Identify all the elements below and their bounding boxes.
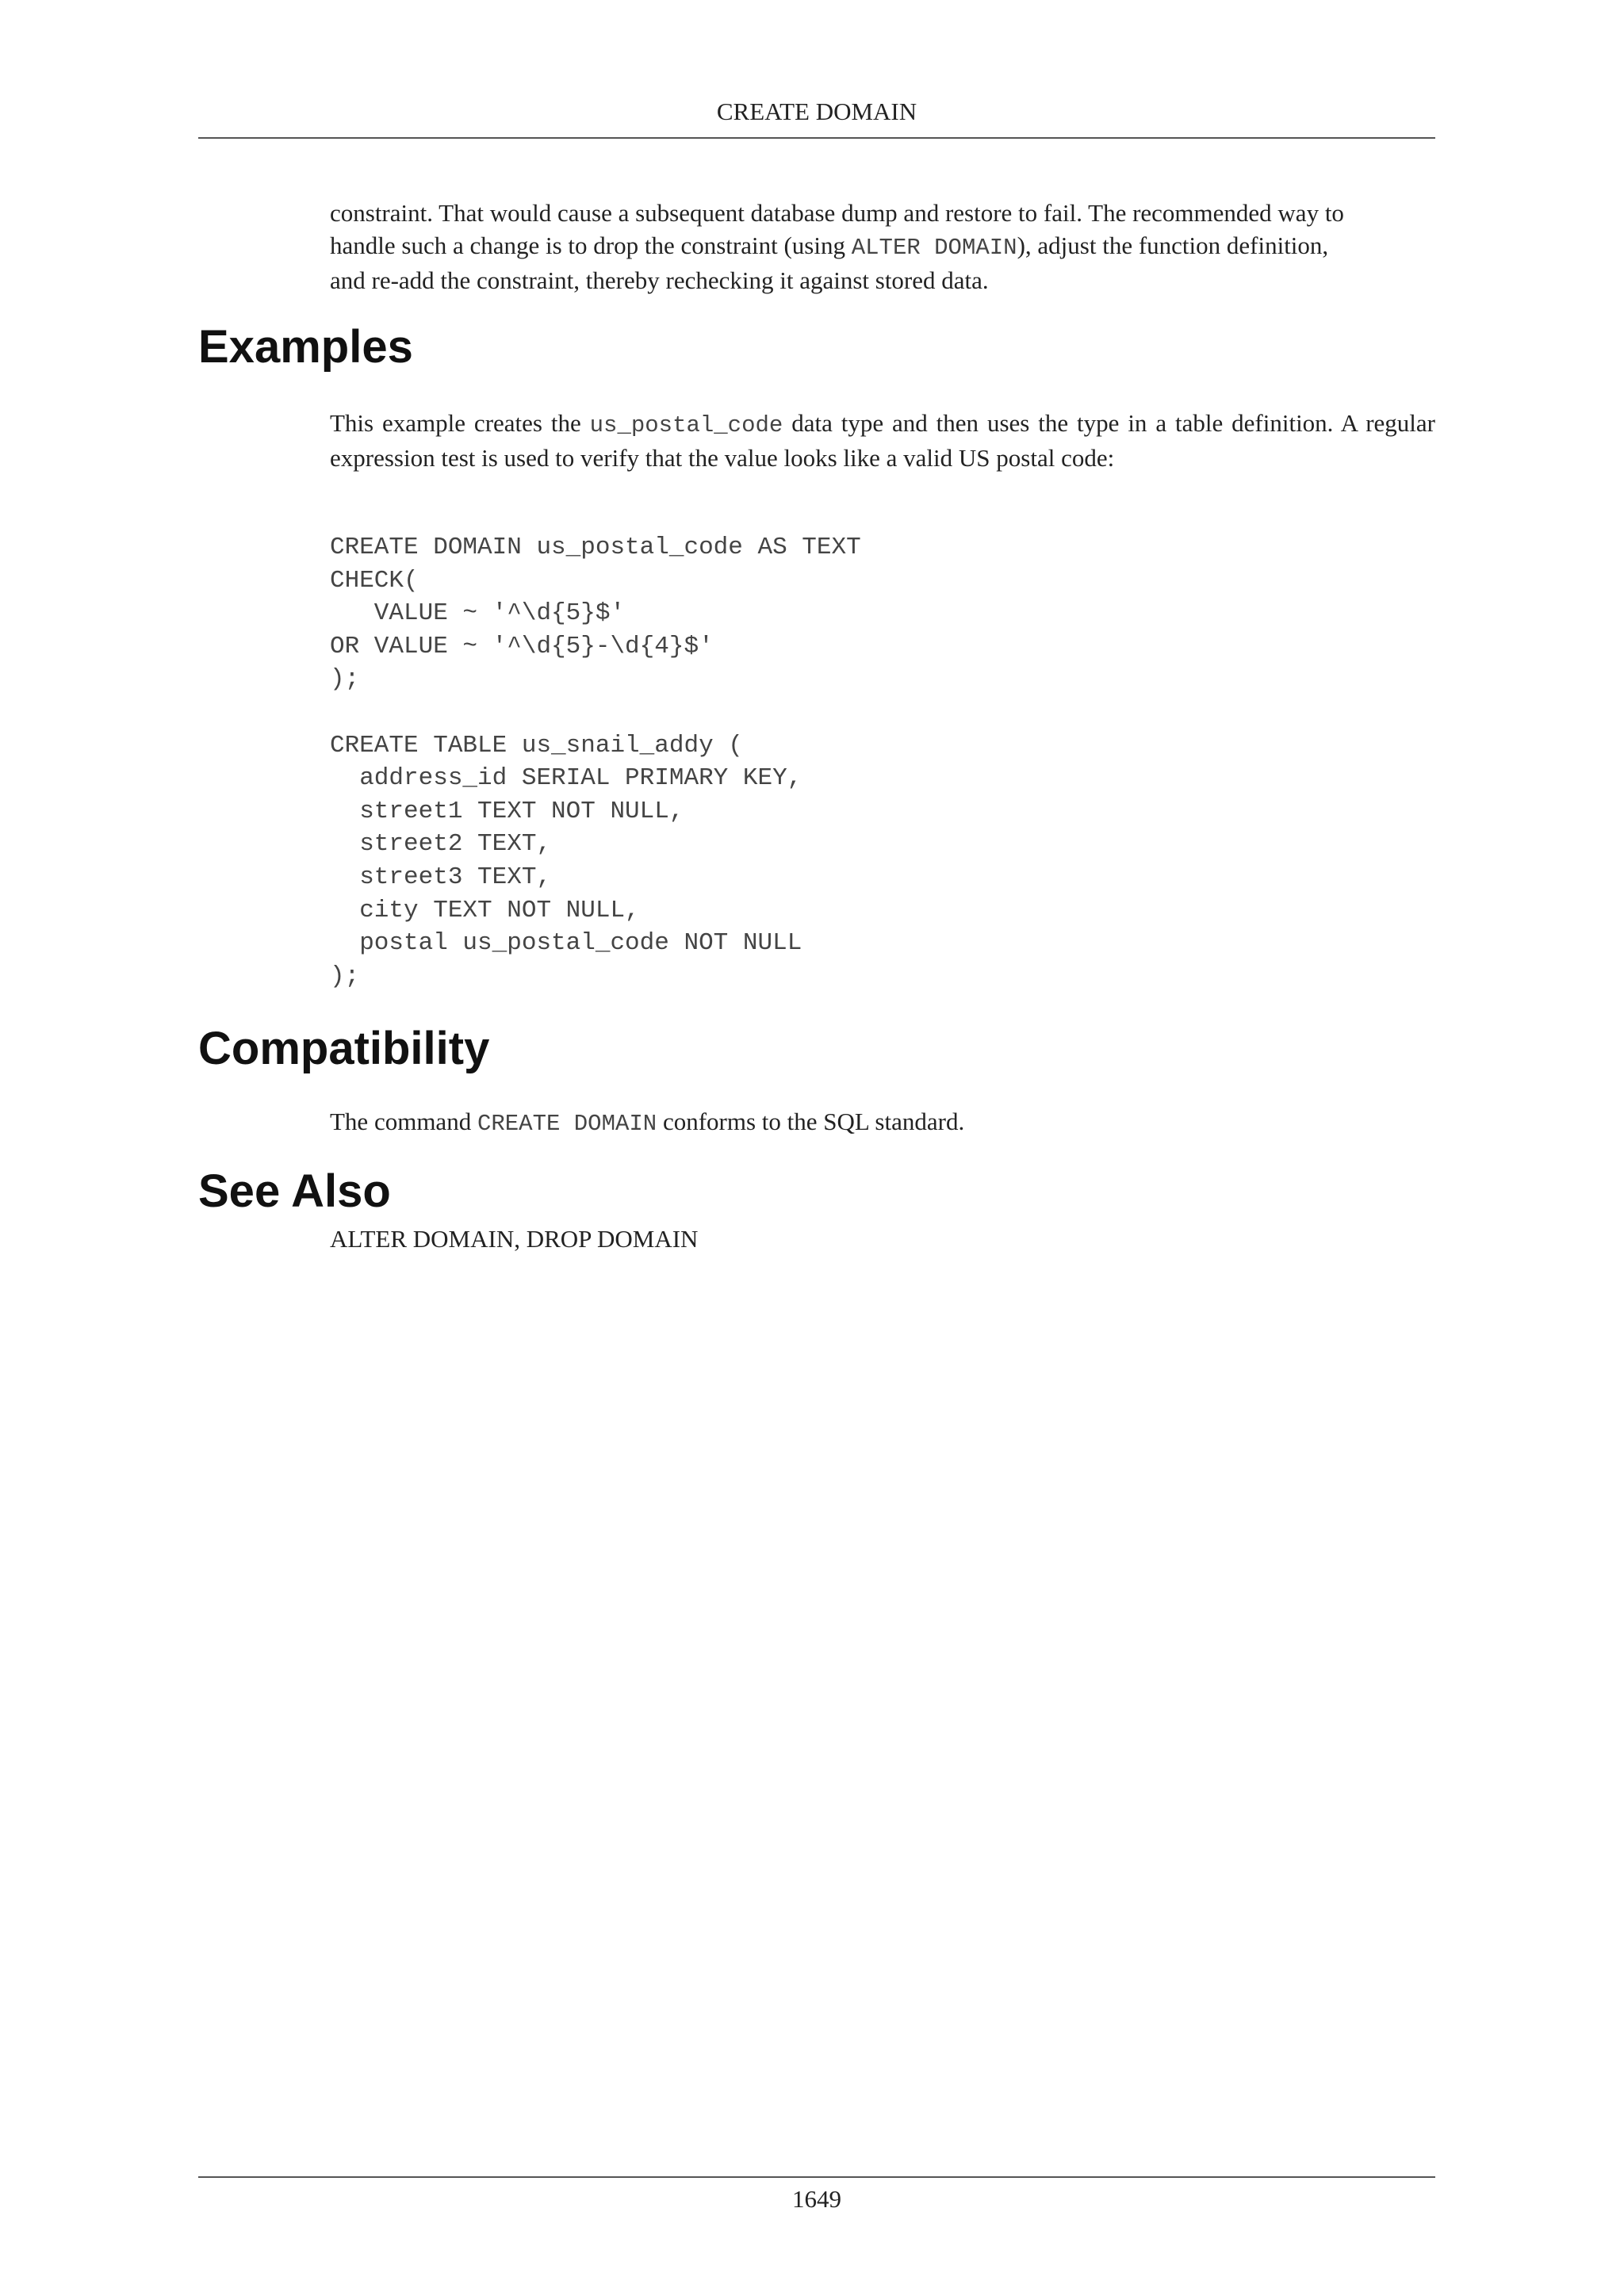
- intro-paragraph: [330, 197, 1435, 297]
- compatibility-heading: Compatibility: [198, 1023, 490, 1074]
- code-line: );: [330, 665, 360, 694]
- see-also-links: ALTER DOMAIN, DROP DOMAIN: [330, 1225, 699, 1253]
- code-line: CREATE DOMAIN us_postal_code AS TEXT: [330, 534, 861, 561]
- intro-line-2-start: handle such a change is to drop the constraint (using: [330, 232, 852, 259]
- code-line: OR VALUE ~ '^\d{5}-\d{4}$': [330, 632, 714, 660]
- see-also-heading: See Also: [198, 1165, 391, 1217]
- code-line: address_id SERIAL PRIMARY KEY,: [330, 764, 802, 793]
- example-code-block: [330, 531, 861, 993]
- examples-text-end: data type and then uses the type in a table definition. A regular expression test is used to verify that the value looks like a valid US postal code:: [330, 409, 1435, 472]
- intro-line-1: constraint. That would cause a subsequent database dump and restore to fail. The recommended way to: [330, 199, 1344, 227]
- examples-paragraph: [330, 407, 1435, 474]
- compatibility-text-end: conforms to the SQL standard.: [657, 1108, 965, 1135]
- code-line: VALUE ~ '^\d{5}$': [330, 599, 626, 628]
- code-line: );: [330, 962, 360, 990]
- intro-inline-code: ALTER DOMAIN: [851, 235, 1017, 261]
- code-line: CREATE TABLE us_snail_addy (: [330, 731, 743, 760]
- code-line: [330, 696, 861, 729]
- code-line: CHECK(: [330, 566, 419, 595]
- page-number: 1649: [792, 2185, 841, 2213]
- examples-text-start: This example creates the: [330, 409, 590, 437]
- compatibility-text-start: The command: [330, 1108, 477, 1135]
- code-line: street2 TEXT,: [330, 830, 552, 859]
- code-line: street3 TEXT,: [330, 863, 552, 891]
- intro-line-2-end: ), adjust the function definition,: [1017, 232, 1329, 259]
- header-rule: [198, 137, 1435, 139]
- running-header: CREATE DOMAIN: [716, 98, 917, 125]
- compatibility-paragraph: [330, 1105, 1435, 1140]
- examples-inline-code: us_postal_code: [589, 412, 783, 438]
- intro-line-3: and re-add the constraint, thereby rechecking it against stored data.: [330, 266, 989, 294]
- code-line: postal us_postal_code NOT NULL: [330, 929, 802, 958]
- compatibility-inline-code: CREATE DOMAIN: [477, 1111, 657, 1137]
- examples-heading: Examples: [198, 321, 413, 373]
- code-line: city TEXT NOT NULL,: [330, 896, 640, 924]
- code-line: street1 TEXT NOT NULL,: [330, 797, 684, 825]
